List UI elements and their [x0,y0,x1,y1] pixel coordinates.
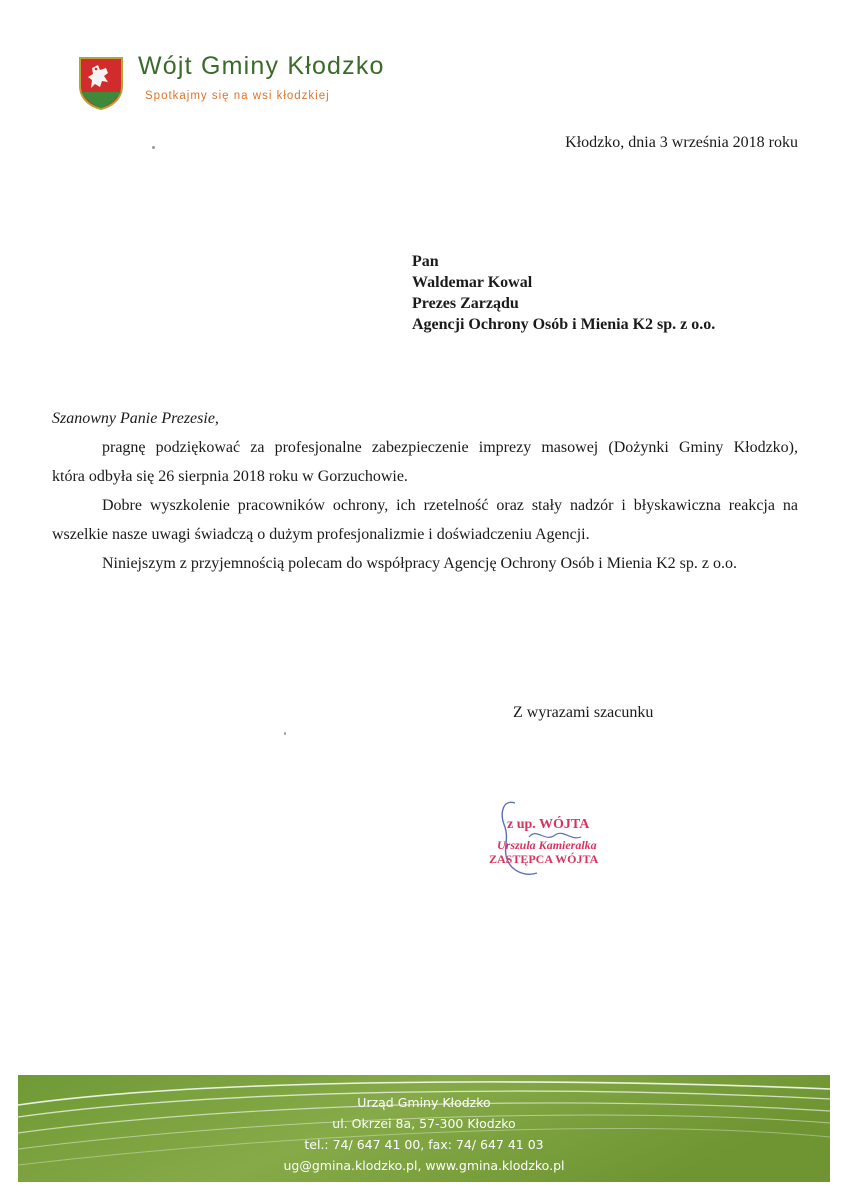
paragraph-line: która odbyła się 26 sierpnia 2018 roku w Gorzuchowie. [52,468,408,485]
closing-phrase: Z wyrazami szacunku [513,704,654,721]
paragraph-line: pragnę podziękować za profesjonalne zabezpieczenie imprezy masowej (Dożynki Gminy Kłodzko), [102,439,798,456]
addressee-position: Prezes Zarządu [412,295,519,312]
stamp-line-3: ZASTĘPCA WÓJTA [489,852,599,866]
paragraph-line: Dobre wyszkolenie pracowników ochrony, ich rzetelność oraz stały nadzór i błyskawiczna reakcja na [102,497,798,514]
footer-office-name: Urząd Gminy Kłodzko [357,1095,491,1110]
addressee-title: Pan [412,253,439,270]
org-name: Wójt Gminy Kłodzko [138,52,385,80]
body-paragraph-3 [52,549,798,578]
body-paragraph-1 [52,433,798,491]
paragraph-line: Niniejszym z przyjemnością polecam do współpracy Agencję Ochrony Osób i Mienia K2 sp. z o.o. [102,555,737,572]
signature-stamp [485,797,625,879]
footer-email-web: ug@gmina.klodzko.pl, www.gmina.klodzko.pl [283,1158,565,1173]
body-paragraph-2 [52,491,798,549]
addressee-company: Agencji Ochrony Osób i Mienia K2 sp. z o.o. [412,316,716,333]
letter-date: Kłodzko, dnia 3 września 2018 roku [565,134,798,151]
footer-contact [0,1092,848,1176]
stamp-line-1: z up. WÓJTA [507,817,590,832]
coat-of-arms-lion-icon [78,56,124,110]
paragraph-line: wszelkie nasze uwagi świadczą o dużym profesjonalizmie i doświadczeniu Agencji. [52,526,590,543]
salutation: Szanowny Panie Prezesie, [52,410,219,427]
footer-address: ul. Okrzei 8a, 57-300 Kłodzko [332,1116,516,1131]
scan-speck [284,732,286,735]
stamp-line-2: Urszula Kamieralka [497,838,597,852]
addressee-name: Waldemar Kowal [412,274,533,291]
addressee-block [412,251,715,335]
org-motto: Spotkajmy się na wsi kłodzkiej [145,90,330,102]
scan-speck [152,146,155,149]
footer-phone-fax: tel.: 74/ 647 41 00, fax: 74/ 647 41 03 [304,1137,544,1152]
